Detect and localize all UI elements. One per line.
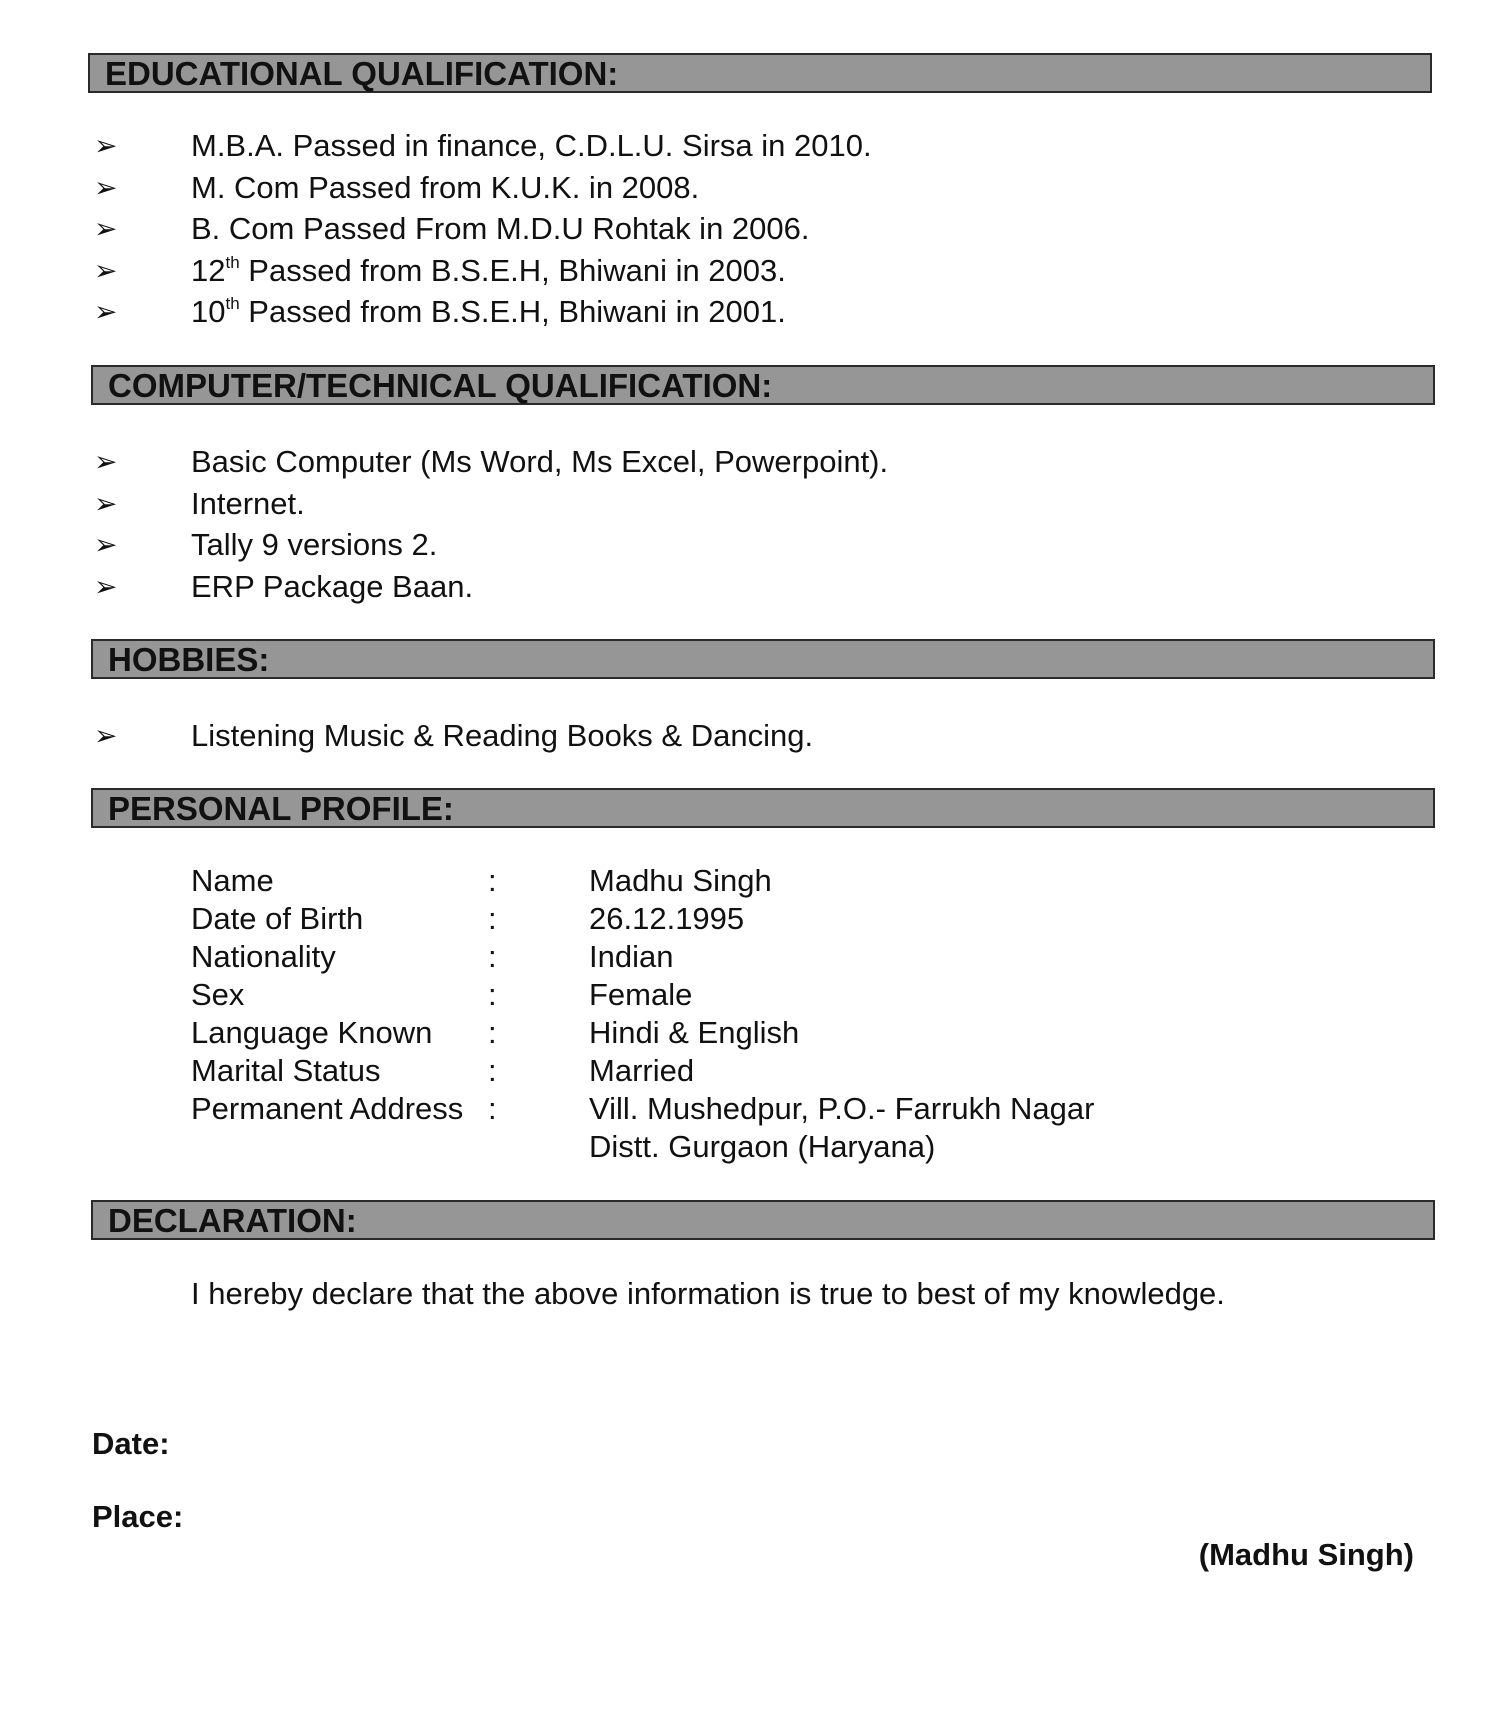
arrow-bullet-icon: ➢ — [94, 487, 118, 519]
education-item-text: Passed from B.S.E.H, Bhiwani in 2003. — [239, 252, 786, 288]
grade-number: 10 — [191, 294, 226, 329]
profile-value: Female — [589, 977, 693, 1012]
hobby-item: Listening Music & Reading Books & Dancing. — [191, 718, 814, 753]
hobbies-header: HOBBIES: — [91, 639, 1435, 679]
profile-value: Vill. Mushedpur, P.O.- Farrukh Nagar — [589, 1091, 1095, 1126]
arrow-bullet-icon: ➢ — [94, 720, 118, 751]
profile-colon: : — [488, 1053, 497, 1088]
education-item: M. Com Passed from K.U.K. in 2008. — [191, 169, 700, 205]
arrow-bullet-icon: ➢ — [94, 254, 118, 286]
computer-item: Basic Computer (Ms Word, Ms Excel, Powerpoint). — [191, 444, 889, 479]
profile-label: Permanent Address — [191, 1091, 464, 1126]
profile-value: 26.12.1995 — [589, 901, 745, 936]
computer-item: Tally 9 versions 2. — [191, 527, 438, 562]
profile-value: Madhu Singh — [589, 863, 772, 898]
arrow-bullet-icon: ➢ — [94, 529, 118, 560]
profile-colon: : — [488, 977, 497, 1012]
profile-label: Marital Status — [191, 1053, 381, 1088]
profile-value: Distt. Gurgaon (Haryana) — [589, 1129, 936, 1164]
computer-header: COMPUTER/TECHNICAL QUALIFICATION: — [91, 365, 1435, 405]
education-item — [191, 250, 786, 292]
profile-value: Hindi & English — [589, 1015, 800, 1050]
ordinal-suffix: th — [225, 252, 240, 272]
profile-colon: : — [488, 863, 497, 898]
signature: (Madhu Singh) — [1198, 1537, 1414, 1572]
profile-colon: : — [488, 1091, 497, 1126]
profile-label: Sex — [191, 977, 245, 1012]
profile-value: Married — [589, 1053, 695, 1088]
profile-header: PERSONAL PROFILE: — [91, 788, 1435, 828]
profile-label: Name — [191, 863, 274, 898]
education-header: EDUCATIONAL QUALIFICATION: — [88, 53, 1432, 93]
profile-label: Language Known — [191, 1015, 433, 1050]
arrow-bullet-icon: ➢ — [94, 446, 118, 477]
date-label: Date: — [92, 1426, 170, 1461]
computer-item: Internet. — [191, 485, 305, 521]
declaration-text: I hereby declare that the above information is true to best of my knowledge. — [191, 1276, 1225, 1311]
profile-colon: : — [488, 939, 497, 974]
ordinal-suffix: th — [225, 294, 240, 313]
profile-colon: : — [488, 1015, 497, 1050]
education-item — [191, 291, 786, 333]
profile-colon: : — [488, 901, 497, 936]
arrow-bullet-icon: ➢ — [94, 130, 118, 161]
computer-item: ERP Package Baan. — [191, 568, 474, 604]
profile-label: Nationality — [191, 939, 336, 974]
education-item: M.B.A. Passed in finance, C.D.L.U. Sirsa in 2010. — [191, 128, 872, 163]
arrow-bullet-icon: ➢ — [94, 171, 118, 203]
grade-number: 12 — [191, 252, 226, 288]
arrow-bullet-icon: ➢ — [94, 296, 118, 327]
arrow-bullet-icon: ➢ — [94, 213, 118, 244]
place-label: Place: — [92, 1499, 184, 1534]
education-item-text: Passed from B.S.E.H, Bhiwani in 2001. — [239, 294, 786, 329]
declaration-header: DECLARATION: — [91, 1200, 1435, 1240]
profile-value: Indian — [589, 939, 674, 974]
education-item: B. Com Passed From M.D.U Rohtak in 2006. — [191, 211, 810, 246]
profile-label: Date of Birth — [191, 901, 364, 936]
arrow-bullet-icon: ➢ — [94, 570, 118, 602]
